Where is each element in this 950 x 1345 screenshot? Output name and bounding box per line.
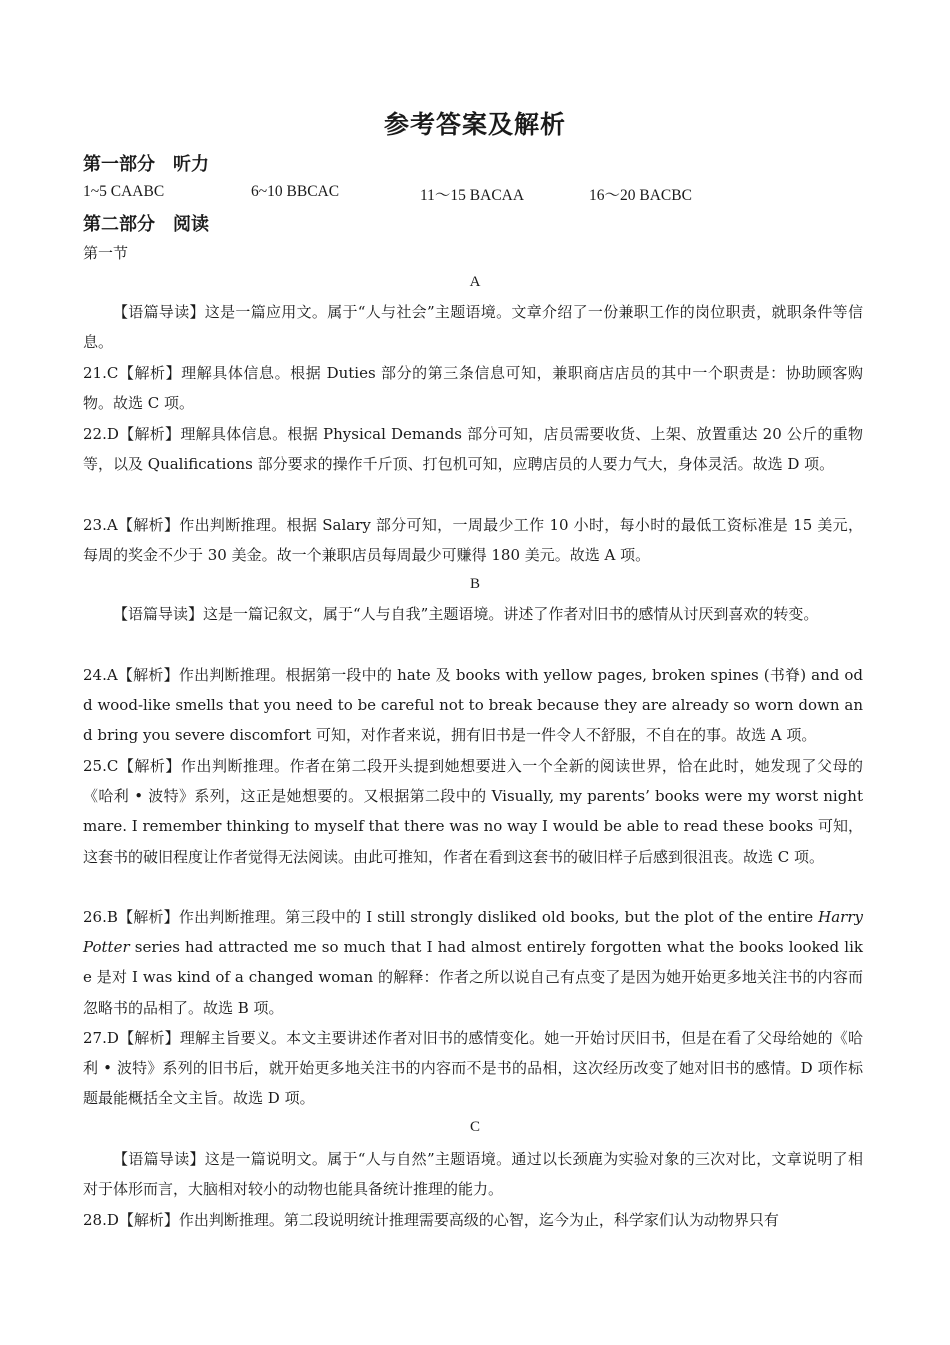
answer-group: 16～20 BACBC xyxy=(589,187,692,204)
guide-tag: 【语篇导读】 xyxy=(113,605,204,623)
item-tag: 【解析】 xyxy=(117,908,179,926)
reading-guide-a xyxy=(83,297,863,357)
item-tag: 【解析】 xyxy=(117,516,180,534)
item-tag: 【解析】 xyxy=(118,425,181,443)
reading-guide-c xyxy=(83,1144,863,1204)
explanation-item xyxy=(83,358,863,418)
item-tag: 【解析】 xyxy=(118,757,181,775)
explanation-item xyxy=(83,510,863,570)
reading-guide-b xyxy=(83,599,863,629)
item-number: 21.C xyxy=(83,364,119,382)
explanation-item xyxy=(83,1023,863,1114)
part1-heading: 第一部分 听力 xyxy=(83,154,209,175)
item-text: 理解具体信息。根据 Duties 部分的第三条信息可知，兼职商店店员的其中一个职责是：协助顾客购物。故选 C 项。 xyxy=(83,364,863,413)
answer-group: 1~5 CAABC xyxy=(83,183,165,200)
part2-heading: 第二部分 阅读 xyxy=(83,214,209,235)
answer-group: 11～15 BACAA xyxy=(420,187,525,204)
explanation-item xyxy=(83,419,863,479)
item-number: 26.B xyxy=(83,908,118,926)
item-text: 作出判断推理。第三段中的 I still strongly disliked old books, but the plot of the entire xyxy=(178,908,819,926)
answer-group: 6~10 BBCAC xyxy=(251,183,340,200)
page-title: 参考答案及解析 xyxy=(383,110,566,139)
item-text: 作出判断推理。作者在第二段开头提到她想要进入一个全新的阅读世界，恰在此时，她发现了父母的《哈利 • 波特》系列，这正是她想要的。又根据第二段中的 Visually, my parents’ books were my worst nightmare. I remember thinking to myself that there was no way I would be able to read these books 可知，这套书的破旧程度让作者觉得无法阅读。由此可推知，作者在看到这套书的破旧样子后感到很沮丧。故选 C 项。 xyxy=(83,757,863,866)
item-number: 28.D xyxy=(83,1211,119,1229)
item-text: 作出判断推理。根据 Salary 部分可知，一周最少工作 10 小时，每小时的最低工资标准是 15 美元，每周的奖金不少于 30 美金。故一个兼职店员每周最少可赚得 180 美元。故选 A 项。 xyxy=(83,516,863,565)
item-text: 作出判断推理。第二段说明统计推理需要高级的心智，迄今为止，科学家们认为动物界只有 xyxy=(178,1211,779,1229)
item-tag: 【解析】 xyxy=(118,364,182,382)
book-title: Harry Potter xyxy=(83,908,863,957)
item-text: 理解主旨要义。本文主要讲述作者对旧书的感情变化。她一开始讨厌旧书，但是在看了父母给她的《哈利 • 波特》系列的旧书后，就开始更多地关注书的内容而不是书的品相，这次经历改变了她对旧书的感情。D 项作标题最能概括全文主旨。故选 D 项。 xyxy=(83,1029,863,1108)
item-text: 作出判断推理。根据第一段中的 hate 及 books with yellow pages, broken spines (书脊) and odd wood-like smells that you need to be careful not to break because they are already so worn down and bring you severe discomfort 可知，对作者来说，拥有旧书是一件令人不舒服，不自在的事。故选 A 项。 xyxy=(83,666,863,745)
explanation-item xyxy=(83,1205,863,1235)
item-number: 22.D xyxy=(83,425,119,443)
item-tag: 【解析】 xyxy=(118,1029,180,1047)
item-text: series had attracted me so much that I had almost entirely forgotten what the books looked like 是对 I was kind of a changed woman 的解释：作者之所以说自己有点变了是因为她开始更多地关注书的内容而忽略书的品相了。故选 B 项。 xyxy=(83,938,863,1017)
explanation-item xyxy=(83,660,863,751)
explanation-item xyxy=(83,751,863,872)
guide-text: 这是一篇记叙文，属于“人与自我”主题语境。讲述了作者对旧书的感情从讨厌到喜欢的转变。 xyxy=(203,605,819,623)
item-number: 23.A xyxy=(83,516,118,534)
guide-tag: 【语篇导读】 xyxy=(113,1150,205,1168)
passage-label-c: C xyxy=(469,1119,480,1135)
item-text: 理解具体信息。根据 Physical Demands 部分可知，店员需要收货、上架、放置重达 20 公斤的重物等，以及 Qualifications 部分要求的操作千斤顶、打包机可知，应聘店员的人要力气大，身体灵活。故选 D 项。 xyxy=(83,425,863,474)
passage-label-a: A xyxy=(469,274,481,290)
item-number: 25.C xyxy=(83,757,119,775)
item-tag: 【解析】 xyxy=(118,1211,179,1229)
guide-text: 这是一篇应用文。属于“人与社会”主题语境。文章介绍了一份兼职工作的岗位职责，就职条件等信息。 xyxy=(83,303,863,352)
item-tag: 【解析】 xyxy=(117,666,179,684)
section-label: 第一节 xyxy=(83,244,129,262)
passage-label-b: B xyxy=(469,576,480,592)
guide-tag: 【语篇导读】 xyxy=(113,303,205,321)
item-number: 27.D xyxy=(83,1029,119,1047)
guide-text: 这是一篇说明文。属于“人与自然”主题语境。通过以长颈鹿为实验对象的三次对比，文章说明了相对于体形而言，大脑相对较小的动物也能具备统计推理的能力。 xyxy=(83,1150,863,1199)
item-number: 24.A xyxy=(83,666,118,684)
explanation-item xyxy=(83,902,863,1023)
